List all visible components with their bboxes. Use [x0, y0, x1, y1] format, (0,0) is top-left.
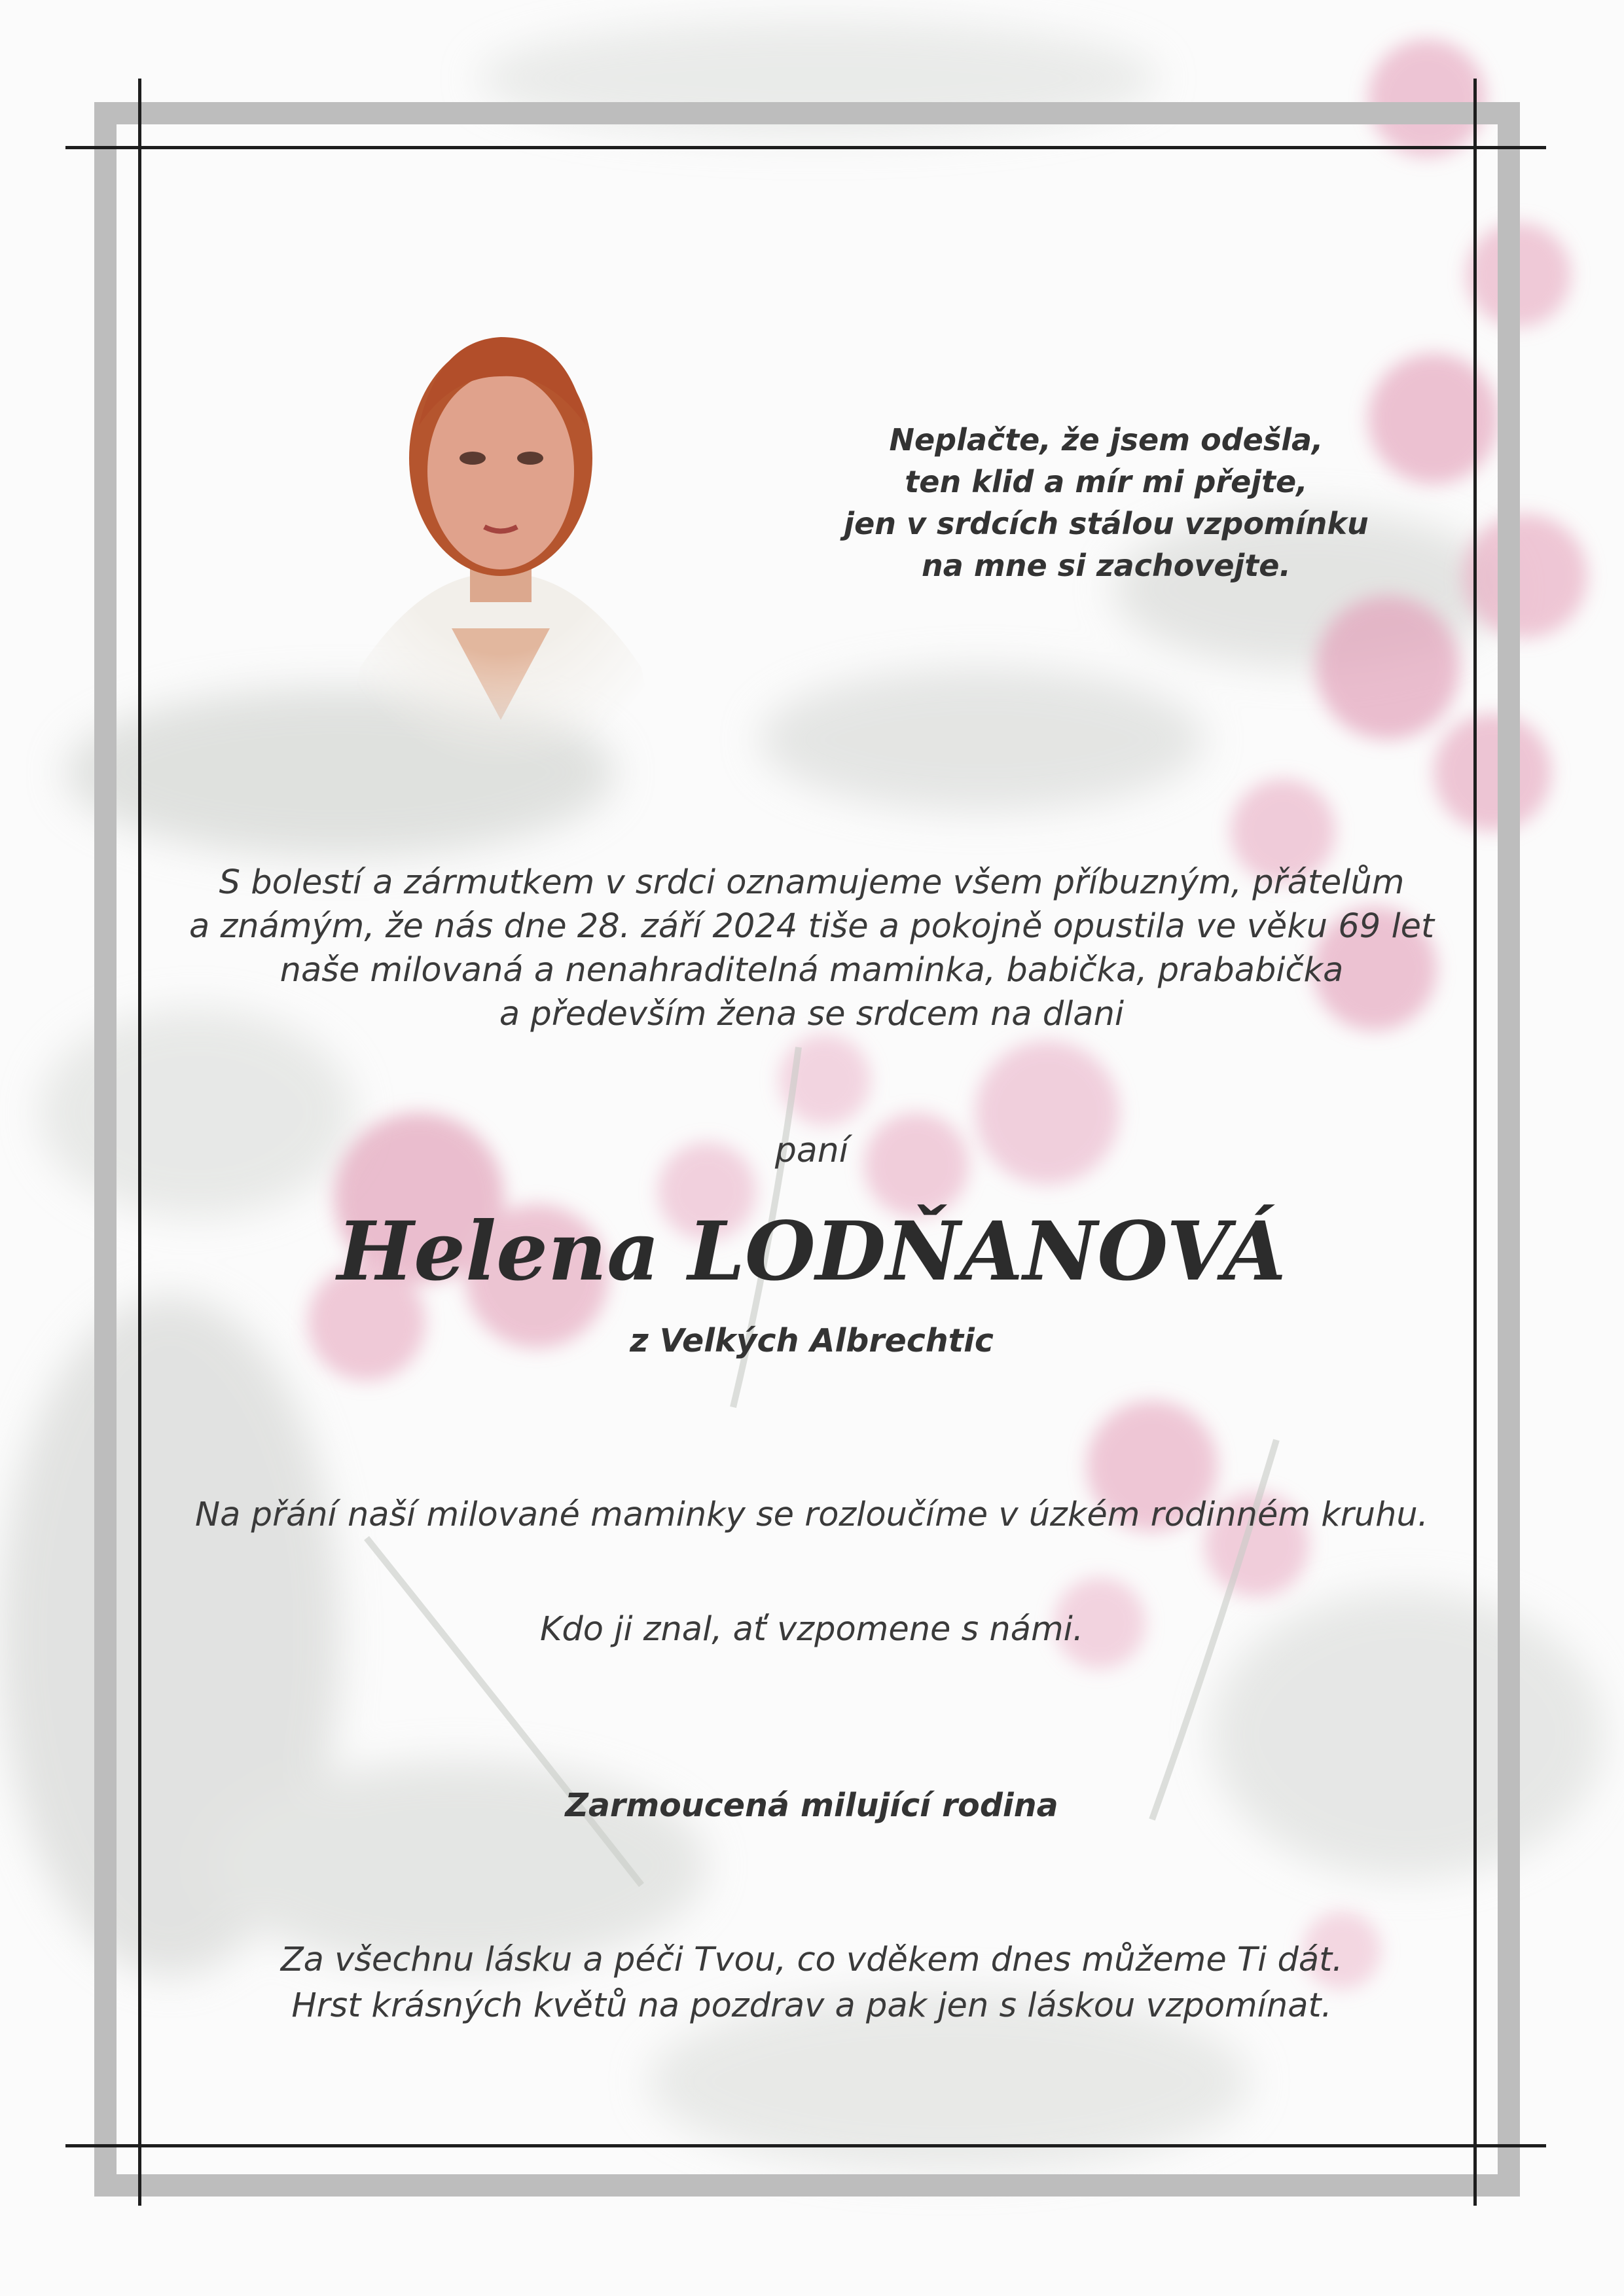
remember-note: Kdo ji znal, ať vzpomene s námi.: [539, 1610, 1084, 1649]
quote-line: Neplačte, že jsem odešla,: [889, 422, 1324, 457]
announcement-line: S bolestí a zármutkem v srdci oznamujeme všem příbuzným, přátelům: [219, 863, 1405, 902]
closing-line: Hrst krásných květů na pozdrav a pak jen s láskou vzpomínat.: [291, 1986, 1332, 2025]
bottom-rule: [65, 2144, 1546, 2147]
hometown: z Velkých Albrechtic: [630, 1322, 994, 1359]
family-signature: Zarmoucená milující rodina: [565, 1787, 1058, 1824]
death-announcement: [105, 861, 1519, 1036]
closing-verse: [105, 1937, 1519, 2029]
deceased-name: Helena LODŇANOVÁ: [337, 1204, 1286, 1299]
closing-line: Za všechnu lásku a péči Tvou, co vděkem dnes můžeme Ti dát.: [280, 1941, 1343, 1979]
announcement-line: a především žena se srdcem na dlani: [499, 995, 1125, 1033]
quote-line: ten klid a mír mi přejte,: [905, 464, 1308, 499]
quote-line: na mne si zachovejte.: [922, 548, 1291, 583]
announcement-line: a známým, že nás dne 28. září 2024 tiše a pokojně opustila ve věku 69 let: [189, 907, 1434, 946]
portrait-photo: [321, 262, 681, 772]
farewell-note: Na přání naší milované maminky se rozloučíme v úzkém rodinném kruhu.: [195, 1496, 1428, 1534]
quote-line: jen v srdcích stálou vzpomínku: [844, 506, 1369, 541]
left-rule: [138, 79, 141, 2206]
memorial-quote: [805, 419, 1407, 586]
honorific: paní: [774, 1131, 849, 1170]
announcement-line: naše milovaná a nenahraditelná maminka, babička, prababička: [280, 951, 1344, 990]
right-rule: [1473, 79, 1477, 2206]
top-rule: [65, 146, 1546, 149]
